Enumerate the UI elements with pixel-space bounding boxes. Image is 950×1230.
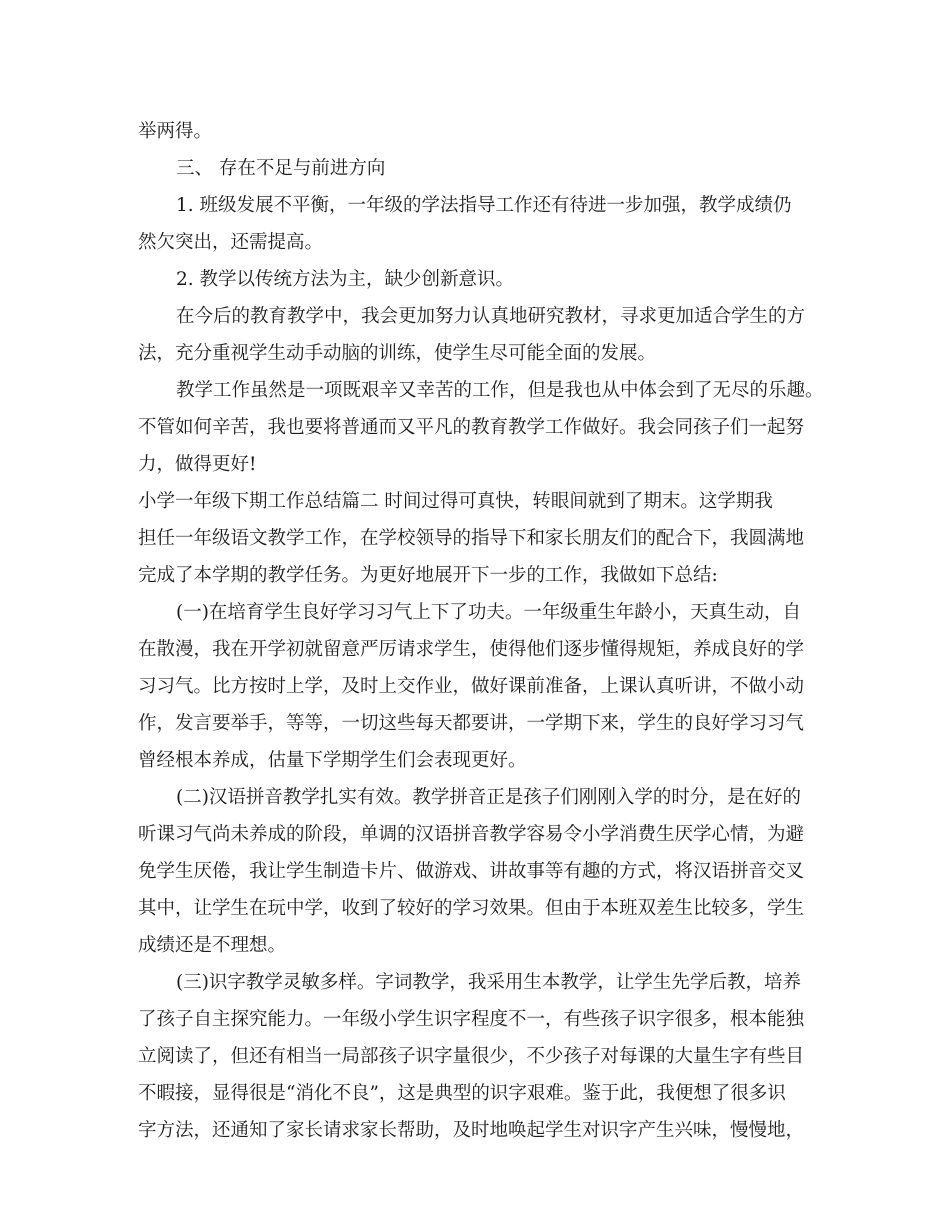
text-line: 2. 教学以传统方法为主，缺少创新意识。 (176, 269, 515, 290)
text-line: 然欠突出，还需提高。 (138, 232, 324, 253)
text-line: 完成了本学期的教学任务。为更好地展开下一步的工作，我做如下总结: (138, 565, 718, 586)
text-line: 不管如何辛苦，我也要将普通而又平凡的教育教学工作做好。我会同孩子们一起努 (138, 417, 805, 438)
text-line: 力，做得更好! (138, 454, 257, 475)
text-line: 曾经根本养成，估量下学期学生们会表现更好。 (138, 750, 527, 771)
text-line: 作，发言要举手，等等，一切这些每天都要讲，一学期下来，学生的良好学习习气 (138, 713, 805, 734)
text-line: 其中，让学生在玩中学，收到了较好的学习效果。但由于本班双差生比较多，学生 (138, 898, 805, 919)
text-line: (二)汉语拼音教学扎实有效。教学拼音正是孩子们刚刚入学的时分，是在好的 (176, 787, 801, 808)
text-line: 担任一年级语文教学工作，在学校领导的指导下和家长朋友们的配合下，我圆满地 (138, 528, 805, 549)
text-line: 听课习气尚未养成的阶段，单调的汉语拼音教学容易令小学消费生厌学心情，为避 (138, 824, 805, 845)
text-line: 成绩还是不理想。 (138, 935, 287, 956)
text-line: 了孩子自主探究能力。一年级小学生识字程度不一，有些孩子识字很多，根本能独 (138, 1009, 805, 1030)
text-line: (三)识字教学灵敏多样。字词教学，我采用生本教学，让学生先学后教，培养 (176, 972, 801, 993)
text-line: 在散漫，我在开学初就留意严厉请求学生，使得他们逐步懂得规矩，养成良好的学 (138, 639, 805, 660)
section-heading: 三、 存在不足与前进方向 (176, 158, 386, 179)
text-line: 1. 班级发展不平衡，一年级的学法指导工作还有待进一步加强，教学成绩仍 (176, 195, 792, 216)
text-line: 立阅读了，但还有相当一局部孩子识字量很少，不少孩子对每课的大量生字有些目 (138, 1046, 805, 1067)
text-line: 习习气。比方按时上学，及时上交作业，做好课前准备，上课认真听讲，不做小动 (138, 676, 805, 697)
text-line: 字方法，还通知了家长请求家长帮助，及时地唤起学生对识字产生兴味，慢慢地， (138, 1120, 805, 1141)
text-line: (一)在培育学生良好学习习气上下了功夫。一年级重生年龄小，天真生动，自 (176, 602, 801, 623)
text-line: 教学工作虽然是一项既艰辛又幸苦的工作，但是我也从中体会到了无尽的乐趣。 (176, 380, 824, 401)
article-title-line: 小学一年级下期工作总结篇二 时间过得可真快，转眼间就到了期末。这学期我 (138, 491, 773, 512)
text-line: 举两得。 (138, 121, 213, 142)
text-line: 在今后的教育教学中，我会更加努力认真地研究教材，寻求更加适合学生的方 (176, 306, 806, 327)
text-line: 不暇接，显得很是“消化不良”，这是典型的识字艰难。鉴于此，我便想了很多识 (138, 1083, 786, 1104)
text-line: 法，充分重视学生动手动脑的训练，使学生尽可能全面的发展。 (138, 343, 657, 364)
text-line: 免学生厌倦，我让学生制造卡片、做游戏、讲故事等有趣的方式，将汉语拼音交叉 (138, 861, 805, 882)
